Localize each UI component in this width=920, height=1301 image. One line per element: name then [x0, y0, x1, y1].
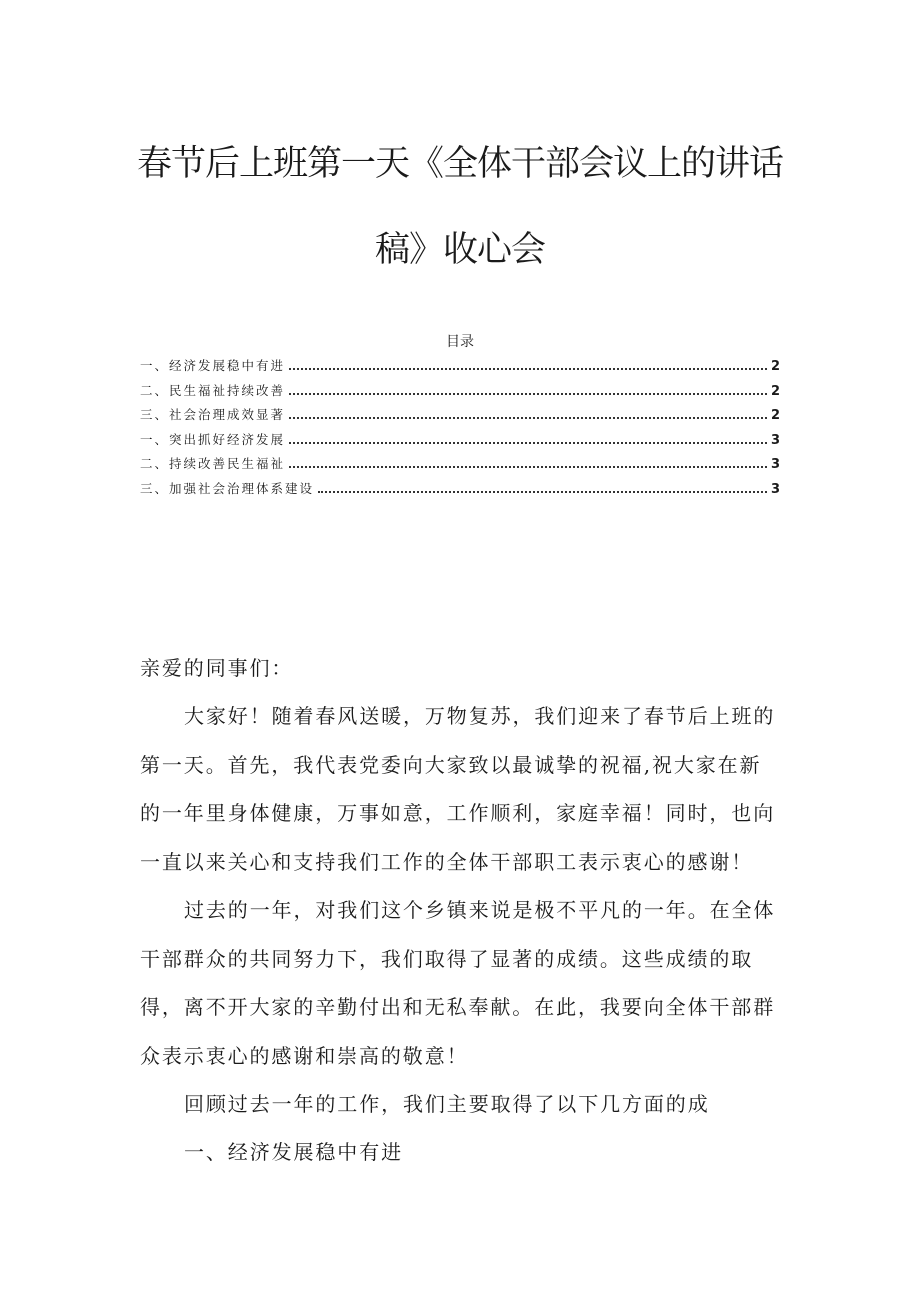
document-title-line-1: 春节后上班第一天《全体干部会议上的讲话 — [136, 144, 783, 184]
toc-item-label: 一、突出抓好经济发展 — [140, 431, 286, 447]
salutation: 亲爱的同事们： — [140, 656, 294, 680]
toc-item-label: 一、经济发展稳中有进 — [140, 358, 286, 373]
toc-dot-leader — [289, 466, 767, 468]
toc-item-page: 2 — [770, 383, 780, 399]
toc-item[interactable] — [140, 479, 780, 504]
toc-dot-leader — [289, 368, 767, 370]
toc-item[interactable] — [140, 430, 780, 455]
toc-heading: 目录 — [446, 334, 474, 350]
toc-item[interactable] — [140, 405, 780, 430]
toc-dot-leader — [289, 393, 767, 395]
toc-item[interactable] — [140, 381, 780, 406]
toc-item-page: 2 — [770, 408, 780, 424]
toc-item-label: 三、加强社会治理体系建设 — [140, 480, 315, 496]
body-paragraph: 回顾过去一年的工作，我们主要取得了以下几方面的成 — [184, 1092, 710, 1116]
body-paragraph: 大家好！随着春风送暖，万物复苏，我们迎来了春节后上班的第一天。首先，我代表党委向大家致以最诚挚的祝福,祝大家在新的一年里身体健康，万事如意，工作顺利，家庭幸福！同时，也向一直以来关心和支持我们工作的全体干部职工表示衷心的感谢！ — [140, 704, 776, 874]
toc-item[interactable] — [140, 356, 780, 381]
toc-item-page: 2 — [770, 359, 780, 374]
toc-item-label: 二、持续改善民生福祉 — [140, 456, 286, 472]
toc-dot-leader — [318, 491, 767, 493]
table-of-contents — [140, 356, 780, 504]
toc-item-page: 3 — [770, 432, 780, 448]
body-paragraph: 过去的一年，对我们这个乡镇来说是极不平凡的一年。在全体干部群众的共同努力下，我们取得了显著的成绩。这些成绩的取得，离不开大家的辛勤付出和无私奉献。在此，我要向全体干部群众表示衷心的感谢和崇高的敬意！ — [140, 898, 776, 1068]
toc-item-label: 三、社会治理成效显著 — [140, 407, 286, 423]
toc-item-label: 二、民生福祉持续改善 — [140, 382, 286, 398]
toc-item-page: 3 — [770, 481, 780, 497]
toc-dot-leader — [289, 417, 767, 419]
section-heading: 一、经济发展稳中有进 — [184, 1140, 403, 1164]
toc-item[interactable] — [140, 454, 780, 479]
toc-item-page: 3 — [770, 457, 780, 473]
document-title-line-2: 稿》收心会 — [374, 230, 545, 270]
toc-dot-leader — [289, 442, 767, 444]
